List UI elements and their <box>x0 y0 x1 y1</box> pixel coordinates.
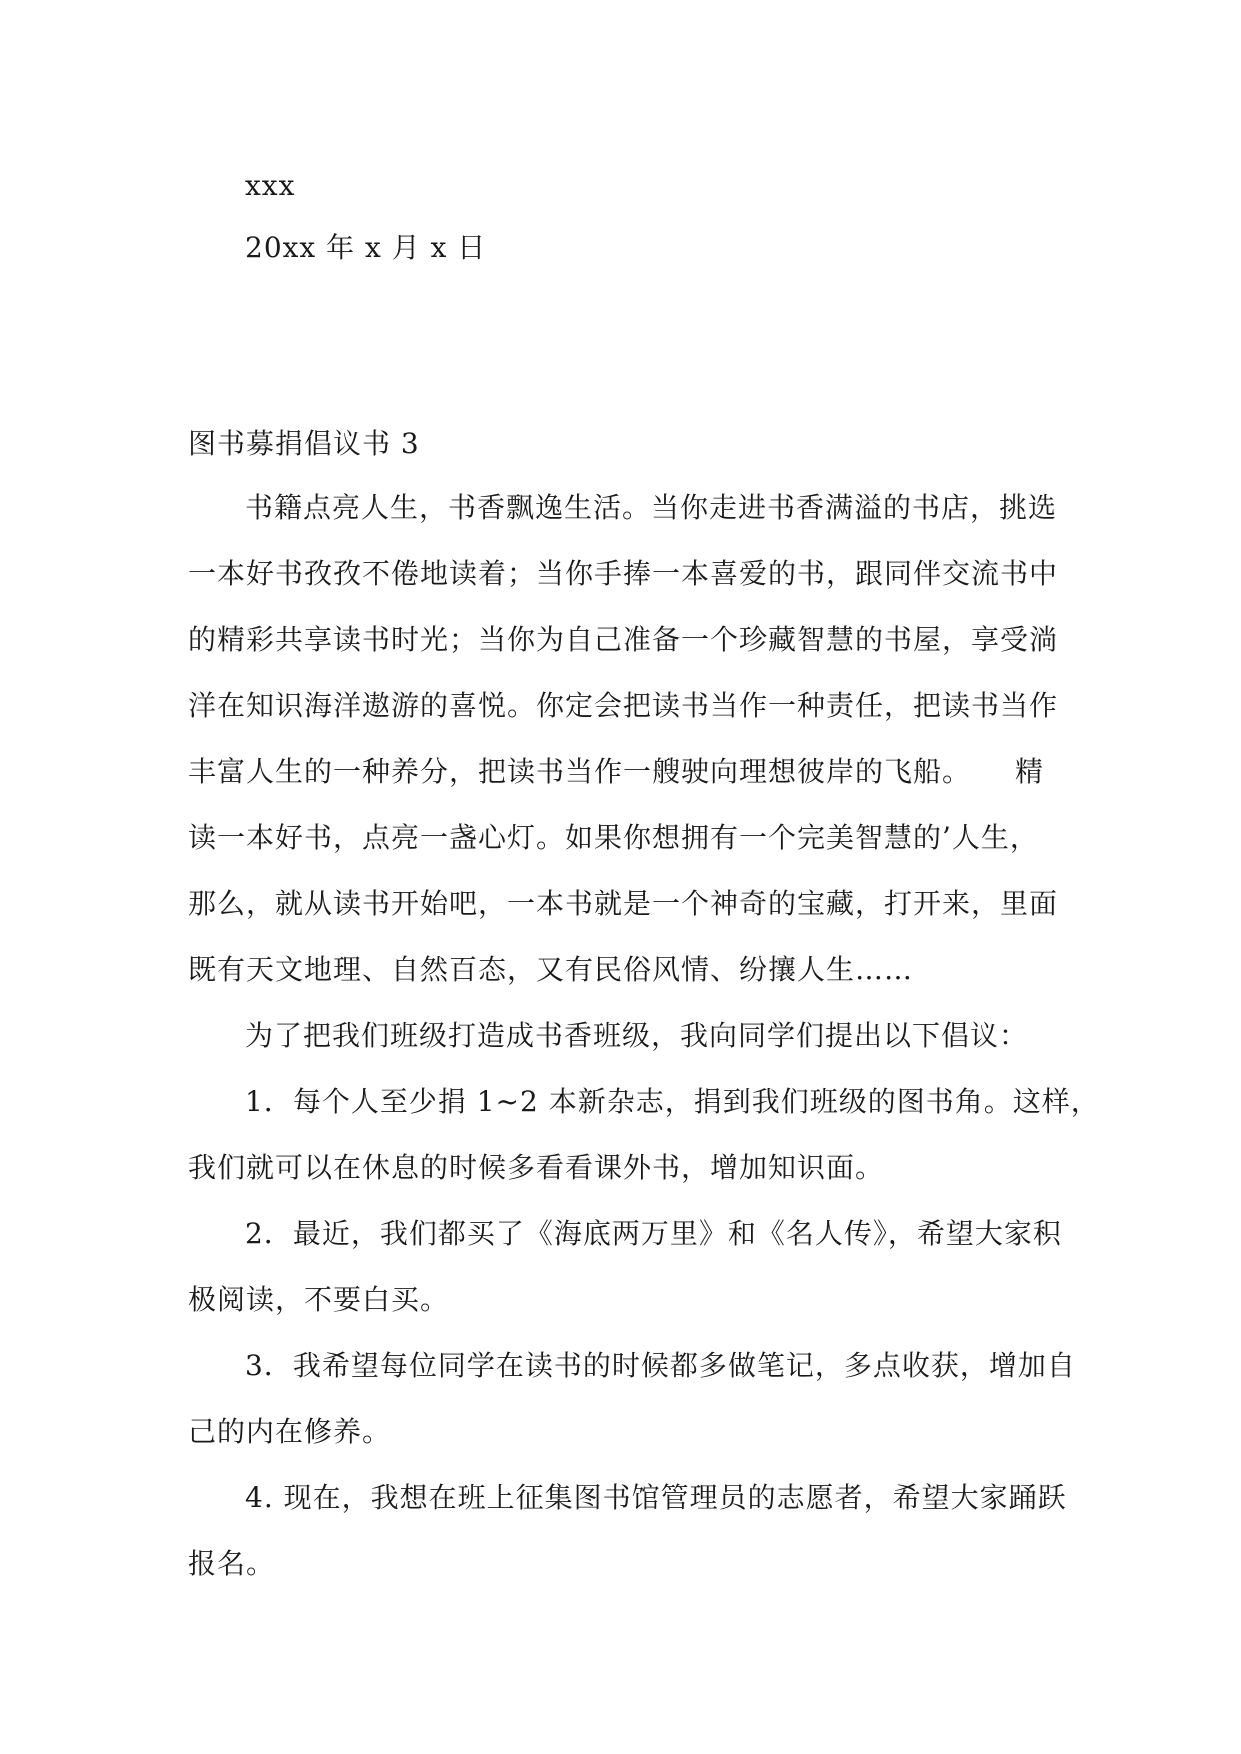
paragraph-line: 书籍点亮人生，书香飘逸生活。当你走进书香满溢的书店，挑选 <box>245 491 1058 524</box>
signature-name: xxx <box>245 169 296 202</box>
list-item-line: 4. 现在，我想在班上征集图书馆管理员的志愿者，希望大家踊跃 <box>245 1481 1067 1514</box>
section-title: 图书募捐倡议书 3 <box>188 427 420 460</box>
paragraph-line: 一本好书孜孜不倦地读着；当你手捧一本喜爱的书，跟同伴交流书中 <box>188 557 1059 590</box>
list-item-line: 我们就可以在休息的时候多看看课外书，增加知识面。 <box>188 1151 885 1184</box>
paragraph-line: 的精彩共享读书时光；当你为自己准备一个珍藏智慧的书屋，享受淌 <box>188 623 1059 656</box>
paragraph-line: 既有天文地理、自然百态，又有民俗风情、纷攘人生…… <box>188 953 914 986</box>
paragraph-line: 那么，就从读书开始吧，一本书就是一个神奇的宝藏，打开来，里面 <box>188 887 1059 920</box>
list-item-line: 极阅读，不要白买。 <box>188 1283 450 1316</box>
list-item-line: 3．我希望每位同学在读书的时候都多做笔记，多点收获，增加自 <box>245 1349 1076 1382</box>
list-item-line: 报名。 <box>188 1547 276 1580</box>
paragraph-line: 丰富人生的一种养分，把读书当作一艘驶向理想彼岸的飞船。 精 <box>188 755 1045 788</box>
paragraph-line: 读一本好书，点亮一盏心灯。如果你想拥有一个完美智慧的’人生， <box>188 821 1039 854</box>
paragraph-line: 洋在知识海洋遨游的喜悦。你定会把读书当作一种责任，把读书当作 <box>188 689 1059 722</box>
list-item-line: 2．最近，我们都买了《海底两万里》和《名人传》，希望大家积 <box>245 1217 1062 1250</box>
paragraph-line: 为了把我们班级打造成书香班级，我向同学们提出以下倡议： <box>245 1019 1029 1052</box>
list-item-line: 1．每个人至少捐 1~2 本新杂志，捐到我们班级的图书角。这样， <box>245 1085 1100 1118</box>
list-item-line: 己的内在修养。 <box>188 1415 392 1448</box>
signature-date: 20xx 年 x 月 x 日 <box>245 231 487 264</box>
